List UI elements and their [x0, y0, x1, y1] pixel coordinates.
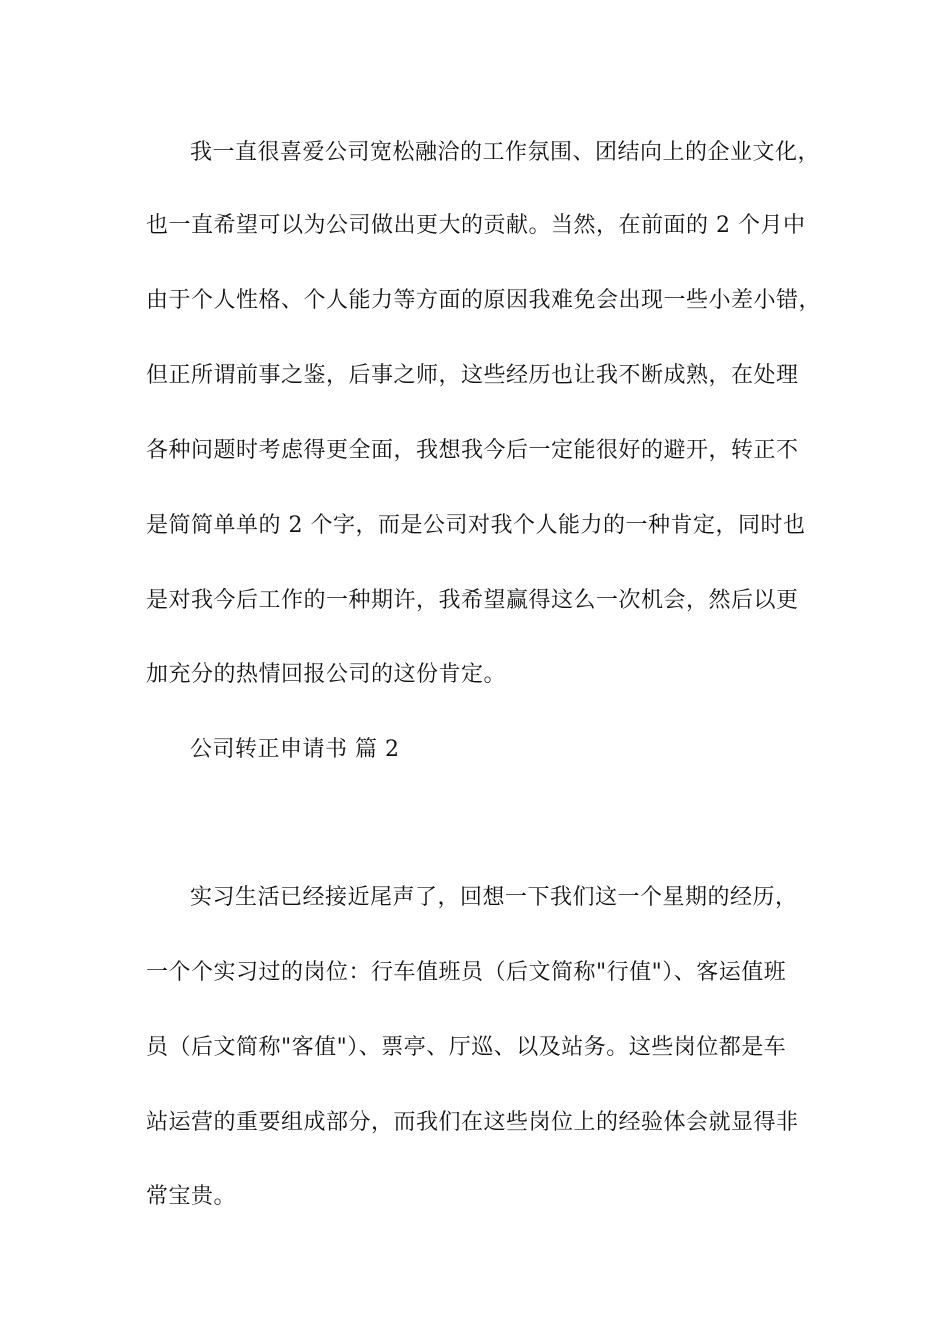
paragraph-1-line-3: 由于个人性格、个人能力等方面的原因我难免会出现一些小差小错，: [146, 288, 822, 313]
paragraph-2-line-5: 常宝贵。: [146, 1184, 237, 1209]
paragraph-1-line-7: 是对我今后工作的一种期许，我希望赢得这么一次机会，然后以更: [146, 588, 799, 613]
paragraph-2-line-3: 员（后文简称"客值"）、票亭、厅巡、以及站务。这些岗位都是车: [146, 1035, 787, 1060]
paragraph-2-line-4: 站运营的重要组成部分，而我们在这些岗位上的经验体会就显得非: [146, 1110, 799, 1135]
paragraph-2-line-2: 一个个实习过的岗位：行车值班员（后文简称"行值"）、客运值班: [146, 960, 787, 985]
paragraph-1-line-5: 各种问题时考虑得更全面，我想我今后一定能很好的避开，转正不: [146, 438, 799, 463]
paragraph-1-line-8: 加充分的热情回报公司的这份肯定。: [146, 662, 507, 687]
paragraph-1-line-2: 也一直希望可以为公司做出更大的贡献。当然，在前面的 2 个月中: [146, 213, 806, 238]
paragraph-1-line-6: 是简简单单的 2 个字，而是公司对我个人能力的一种肯定，同时也: [146, 513, 806, 538]
section-heading: 公司转正申请书 篇 2: [190, 737, 400, 762]
paragraph-1-line-4: 但正所谓前事之鉴，后事之师，这些经历也让我不断成熟，在处理: [146, 363, 799, 388]
paragraph-1-line-1: 我一直很喜爱公司宽松融洽的工作氛围、团结向上的企业文化，: [190, 140, 821, 165]
paragraph-2-line-1: 实习生活已经接近尾声了，回想一下我们这一个星期的经历，: [190, 885, 798, 910]
